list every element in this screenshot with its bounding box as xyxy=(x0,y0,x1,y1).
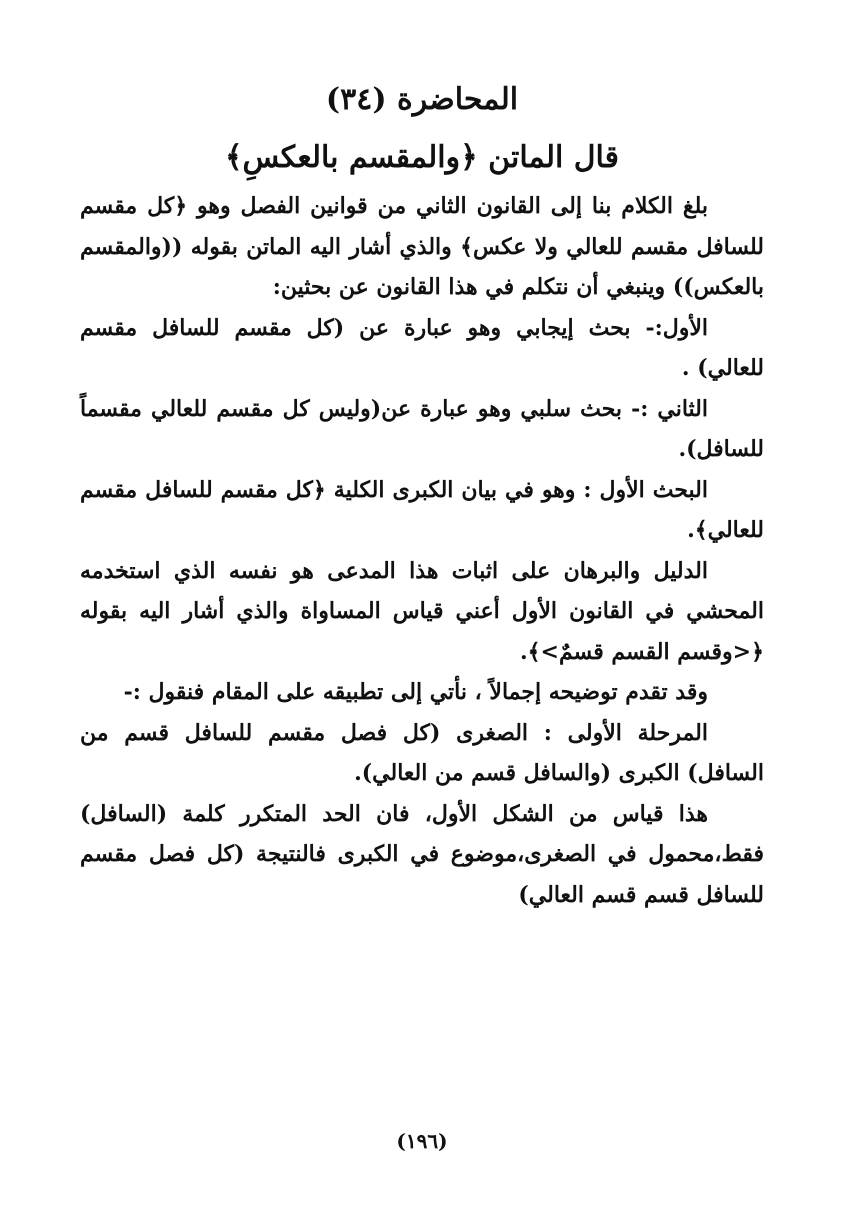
paragraph-intro: بلغ الكلام بنا إلى القانون الثاني من قوانين الفصل وهو ﴿كل مقسم للسافل مقسم للعالي ولا عكس﴾ والذي أشار اليه الماتن بقوله ((والمقسم بالعكس)) وينبغي أن نتكلم في هذا القانون عن بحثين: xyxy=(80,193,764,300)
paragraph-first-topic: الأول:- بحث إيجابي وهو عبارة عن (كل مقسم للسافل مقسم للعالي) . xyxy=(80,314,764,381)
paragraph-first-discussion: البحث الأول : وهو في بيان الكبرى الكلية ﴿كل مقسم للسافل مقسم للعالي﴾. xyxy=(80,476,764,543)
paragraph-application: وقد تقدم توضيحه إجمالاً ، نأتي إلى تطبيقه على المقام فنقول :- xyxy=(123,679,708,705)
paragraph-conclusion: هذا قياس من الشكل الأول، فان الحد المتكرر كلمة (السافل) فقط،محمول في الصغرى،موضوع في الكبرى فالنتيجة (كل فصل مقسم للسافل قسم قسم العالي) xyxy=(80,800,764,908)
lecture-subtitle: قال الماتن ﴿والمقسم بالعكسِ﴾ xyxy=(224,140,620,175)
paragraph-proof: الدليل والبرهان على اثبات هذا المدعى هو نفسه الذي استخدمه المحشي في القانون الأول أعني قياس المساواة والذي أشار اليه بقوله ﴿<وقسم القسم قسمٌ>﴾. xyxy=(80,557,764,665)
paragraph-first-stage: المرحلة الأولى : الصغرى (كل فصل مقسم للسافل قسم من السافل) الكبرى (والسافل قسم من العالي). xyxy=(80,719,764,786)
document-body xyxy=(80,186,764,915)
paragraph-second-topic: الثاني :- بحث سلبي وهو عبارة عن(وليس كل مقسم للعالي مقسماً للسافل). xyxy=(80,395,764,462)
lecture-title: المحاضرة (٣٤) xyxy=(325,82,519,117)
page-number: (١٩٦) xyxy=(396,1129,448,1153)
